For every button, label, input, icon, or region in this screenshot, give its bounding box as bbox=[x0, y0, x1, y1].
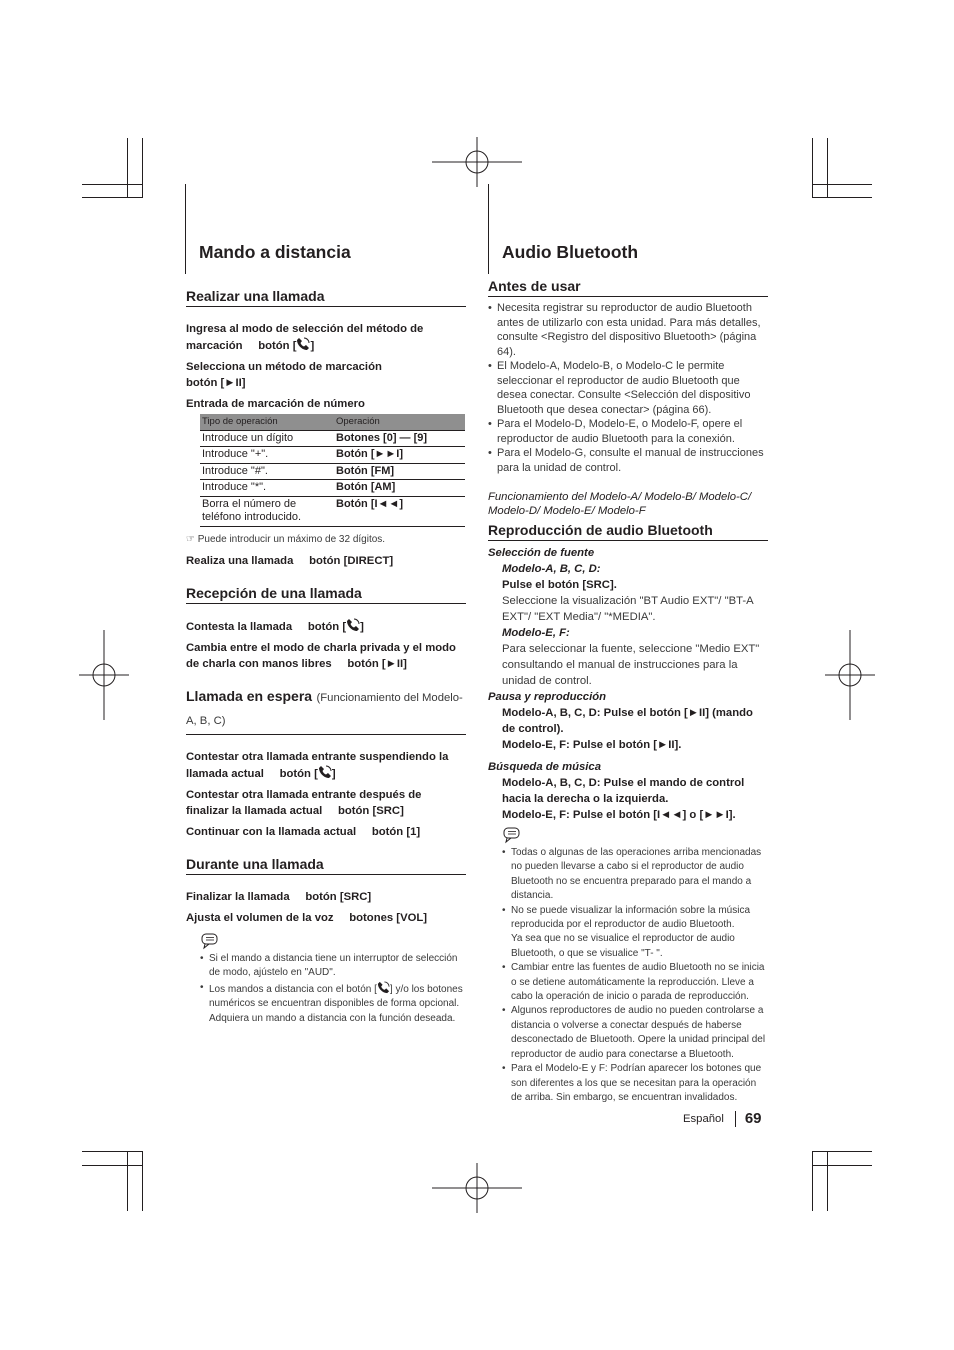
tip: ☞ Puede introducir un máximo de 32 dígitos. bbox=[186, 533, 386, 545]
phone-handset-icon bbox=[346, 618, 360, 632]
instruction: Contestar otra llamada entrante suspendiendo la llamada actual botón [ ] bbox=[186, 750, 449, 780]
section-title-remote: Mando a distancia bbox=[199, 242, 351, 262]
phone-handset-icon bbox=[318, 765, 332, 779]
before-use-list bbox=[488, 301, 768, 475]
heading-make-call: Realizar una llamada bbox=[186, 288, 466, 307]
table-row: Introduce "*". Botón [AM] bbox=[200, 480, 465, 497]
list-item: • El Modelo-A, Modelo-B, o Modelo-C le permite seleccionar el reproductor de audio Bluetooth que desea conectar. Consulte <Selección del dispositivo Bluetooth que desea conectar> (página 66). bbox=[488, 359, 768, 417]
note-icon bbox=[200, 932, 220, 950]
note-icon bbox=[502, 826, 522, 844]
registration-mark-icon bbox=[59, 630, 149, 720]
instruction: Contesta la llamada botón [ ] bbox=[186, 618, 466, 635]
crop-mark bbox=[812, 1165, 872, 1166]
crop-mark bbox=[82, 197, 142, 198]
crop-mark bbox=[82, 184, 142, 185]
table-row: Introduce un dígito Botones [0] — [9] bbox=[200, 430, 465, 447]
crop-mark bbox=[812, 1151, 872, 1152]
list-item: • No se puede visualizar la información sobre la música reproducida por el reproductor de audio Bluetooth. Ya sea que no se visualice el reproductor de audio Bluetooth, o que se visualice "T- ". bbox=[502, 904, 768, 962]
crop-mark bbox=[142, 138, 143, 198]
list-item: • Si el mando a distancia tiene un interruptor de selección de modo, ajústelo en "AUD". bbox=[200, 952, 466, 981]
table-header: Tipo de operación bbox=[200, 414, 334, 430]
list-item: • Para el Modelo-E y F: Podrían aparecer los botones que son diferentes a los que se necesitan para la operación de arriba. Sin embargo, se encuentran invalidados. bbox=[502, 1062, 768, 1105]
instruction: Continuar con la llamada actual botón [1] bbox=[186, 825, 421, 838]
section-title-bt-audio: Audio Bluetooth bbox=[502, 242, 639, 262]
phone-handset-icon bbox=[296, 337, 310, 351]
right-column bbox=[488, 278, 768, 1105]
notes-list bbox=[502, 846, 768, 1105]
instruction: Selecciona un método de marcación botón [►II] bbox=[186, 361, 382, 389]
list-item: • Necesita registrar su reproductor de audio Bluetooth antes de utilizarlo con esta unidad. Para más detalles, consulte <Registro del dispositivo Bluetooth> (página 64). bbox=[488, 301, 768, 359]
crop-mark bbox=[82, 1151, 142, 1152]
crop-mark bbox=[827, 1151, 828, 1211]
crop-mark bbox=[812, 1151, 813, 1211]
heading-receive-call: Recepción de una llamada bbox=[186, 585, 466, 604]
instruction: Ajusta el volumen de la voz botones [VOL] bbox=[186, 911, 428, 924]
footer bbox=[683, 1110, 762, 1127]
list-item: • Para el Modelo-G, consulte el manual de instrucciones para la unidad de control. bbox=[488, 446, 768, 475]
list-item: • Cambiar entre las fuentes de audio Bluetooth no se inicia o se detiene automáticamente la reproducción. Lleve a cabo la operación de inicio o parada de reproducción. bbox=[502, 961, 768, 1004]
heading-bt-playback: Reproducción de audio Bluetooth bbox=[488, 522, 768, 541]
table-header: Operación bbox=[334, 414, 465, 430]
section-bar bbox=[185, 184, 186, 274]
list-item: • Todas o algunas de las operaciones arriba mencionadas no pueden llevarse a cabo si el reproductor de audio Bluetooth no se encuentra preparado para el mando a distancia. bbox=[502, 846, 768, 904]
crop-mark bbox=[127, 1151, 128, 1211]
page-number: 69 bbox=[744, 1110, 762, 1127]
section-bar bbox=[488, 184, 489, 274]
registration-mark-icon bbox=[805, 630, 895, 720]
crop-mark bbox=[827, 138, 828, 198]
registration-mark-icon bbox=[432, 117, 522, 207]
instruction: Realiza una llamada botón [DIRECT] bbox=[186, 554, 394, 567]
registration-mark-icon bbox=[432, 1143, 522, 1233]
crop-mark bbox=[812, 197, 872, 198]
phone-handset-icon bbox=[377, 981, 390, 994]
instruction: Contestar otra llamada entrante después de finalizar la llamada actual botón [SRC] bbox=[186, 788, 422, 817]
instruction: Cambia entre el modo de charla privada y el modo de charla con manos libres botón [►II] bbox=[186, 641, 456, 670]
footer-divider bbox=[735, 1111, 736, 1127]
pointing-hand-icon: ☞ bbox=[186, 533, 195, 545]
list-item: • Para el Modelo-D, Modelo-E, o Modelo-F, opere el reproductor de audio Bluetooth para la conexión. bbox=[488, 417, 768, 446]
left-column bbox=[186, 288, 466, 1026]
heading-call-waiting: Llamada en espera (Funcionamiento del Modelo-A, B, C) bbox=[186, 686, 466, 735]
table-row: Borra el número de teléfono introducido. Botón [I◄◄] bbox=[200, 496, 465, 526]
source-selection: Selección de fuente Modelo-A, B, C, D: Pulse el botón [SRC]. Seleccione la visualización "BT Audio EXT"/ "BT-A EXT"/ "EXT Media"/ "*MEDIA". Modelo-E, F: Para seleccionar la fuente, seleccione "Medio EXT" consultando el manual de instrucciones para la unidad de control. Pausa y reproducción Modelo-A, B, C, D: Pulse el botón [►II] (mando de control). Modelo-E, F: Pulse el botón [►II]. Búsqueda de música Modelo-A, B, C, D: Pulse el mando de control hacia la derecha o la izquierda. Modelo-E, F: Pulse el botón [I◄◄] o [►►I]. bbox=[488, 547, 760, 821]
crop-mark bbox=[142, 1151, 143, 1211]
heading-during-call: Durante una llamada bbox=[186, 856, 466, 875]
heading-before-use: Antes de usar bbox=[488, 278, 768, 297]
crop-mark bbox=[812, 184, 872, 185]
models-note: Funcionamiento del Modelo-A/ Modelo-B/ Modelo-C/ Modelo-D/ Modelo-E/ Modelo-F bbox=[488, 491, 752, 517]
operation-table bbox=[200, 414, 465, 527]
list-item: • Los mandos a distancia con el botón [ ] y/o los botones numéricos se encuentran disponibles de forma opcional. Adquiera un mando a distancia con la función deseada. bbox=[200, 981, 466, 1026]
list-item: • Algunos reproductores de audio no pueden controlarse a distancia o volverse a conectar después de haberse desconectado de Bluetooth. Opere la unidad principal del reproductor de audio para conectarse a Bluetooth. bbox=[502, 1004, 768, 1062]
crop-mark bbox=[127, 138, 128, 198]
footer-language: Español bbox=[683, 1112, 724, 1125]
table-row: Introduce "#". Botón [FM] bbox=[200, 463, 465, 480]
instruction: Entrada de marcación de número bbox=[186, 398, 365, 410]
table-row: Introduce "+". Botón [►►I] bbox=[200, 447, 465, 464]
crop-mark bbox=[812, 138, 813, 198]
crop-mark bbox=[82, 1165, 142, 1166]
notes-list bbox=[200, 952, 466, 1026]
instruction: Finalizar la llamada botón [SRC] bbox=[186, 890, 372, 903]
instruction: Ingresa al modo de selección del método de marcación botón [ ] bbox=[186, 323, 424, 352]
